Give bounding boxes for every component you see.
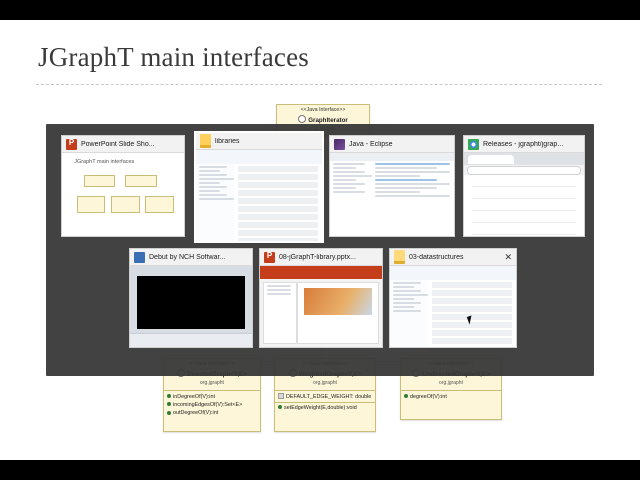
window-thumbnail-libraries[interactable] (194, 131, 324, 243)
explorer-toolbar (196, 150, 322, 165)
video-preview-stage (137, 276, 244, 329)
uml-package: org.jgrapht (313, 379, 337, 386)
window-title: Debut by NCH Softwar... (149, 253, 226, 261)
thumbnail-preview (196, 150, 322, 241)
explorer-file-list (428, 280, 516, 347)
uml-mini (125, 175, 156, 187)
uml-class-name: GraphIterator (279, 115, 367, 126)
uml-member: inDegreeOf(V):int (167, 393, 257, 401)
thumbnail-titlebar (260, 249, 382, 266)
window-title: Releases - jgrapht/jgrap... (483, 140, 564, 148)
window-thumbnail-powerpoint-slideshow[interactable] (61, 135, 185, 237)
slide-image (304, 288, 372, 316)
uml-package: org.jgrapht (439, 379, 463, 386)
ide-editor (372, 161, 454, 236)
thumbnail-preview (464, 153, 584, 236)
window-thumbnail-powerpoint-edit[interactable] (259, 248, 383, 348)
window-title: 03-datastructures (409, 253, 464, 261)
thumbnail-preview (390, 266, 516, 347)
powerpoint-icon (66, 139, 77, 150)
powerpoint-ribbon (260, 266, 382, 279)
browser-address-bar (467, 166, 581, 175)
thumbnail-titlebar (130, 249, 252, 266)
window-title: libraries (215, 137, 240, 145)
page-title: JGraphT main interfaces (38, 42, 310, 72)
uml-member: setEdgeWeight(E,double):void (278, 404, 372, 412)
uml-member: incomingEdgesOf(V):Set<E> (167, 401, 257, 409)
uml-mini (77, 196, 106, 213)
presentation-slide (0, 20, 640, 460)
debut-icon (134, 252, 145, 263)
explorer-nav-pane (196, 164, 235, 241)
explorer-nav-pane (390, 280, 429, 347)
slide-thumbnail-pane (263, 282, 297, 344)
thumbnail-titlebar (464, 136, 584, 153)
uml-member: outDegreeOf(V):int (167, 409, 257, 417)
uml-mini (111, 196, 140, 213)
chrome-icon (468, 139, 479, 150)
uml-member: degreeOf(V):int (404, 393, 498, 401)
ide-package-explorer (330, 161, 373, 236)
thumbnail-preview (330, 153, 454, 236)
explorer-toolbar (390, 266, 516, 281)
close-icon[interactable]: ✕ (504, 251, 512, 262)
thumbnail-titlebar (196, 133, 322, 150)
explorer-file-list (234, 164, 322, 241)
browser-tab (468, 155, 514, 164)
title-divider (36, 84, 602, 85)
window-thumbnail-datastructures[interactable] (389, 248, 517, 348)
folder-icon (200, 134, 211, 148)
uml-separator (275, 402, 375, 403)
interface-icon (298, 115, 306, 123)
thumbnail-titlebar (390, 249, 516, 266)
eclipse-icon (334, 139, 345, 150)
window-title: PowerPoint Slide Sho... (81, 140, 155, 148)
thumbnail-titlebar (62, 136, 184, 153)
window-title: Java - Eclipse (349, 140, 393, 148)
inner-slide-title: JGraphT main interfaces (74, 158, 135, 165)
powerpoint-icon (264, 252, 275, 263)
thumbnail-titlebar (330, 136, 454, 153)
uml-package: org.jgrapht (200, 379, 224, 386)
uml-mini (145, 196, 174, 213)
thumbnail-preview (260, 266, 382, 347)
uml-stereotype: <<Java Interface>> (300, 107, 346, 113)
explorer-icon (394, 250, 405, 264)
slide-editing-stage (297, 282, 379, 344)
window-thumbnail-debut[interactable] (129, 248, 253, 348)
browser-page (464, 175, 584, 236)
uml-mini (84, 175, 115, 187)
thumbnail-preview (62, 153, 184, 236)
window-thumbnail-eclipse[interactable] (329, 135, 455, 237)
video-controls (130, 333, 252, 347)
window-switcher[interactable] (46, 124, 594, 376)
window-thumbnail-chrome-releases[interactable] (463, 135, 585, 237)
window-title: 08-jGraphT-library.pptx... (279, 253, 356, 261)
thumbnail-preview (130, 266, 252, 347)
uml-field: DEFAULT_EDGE_WEIGHT: double (278, 393, 372, 401)
